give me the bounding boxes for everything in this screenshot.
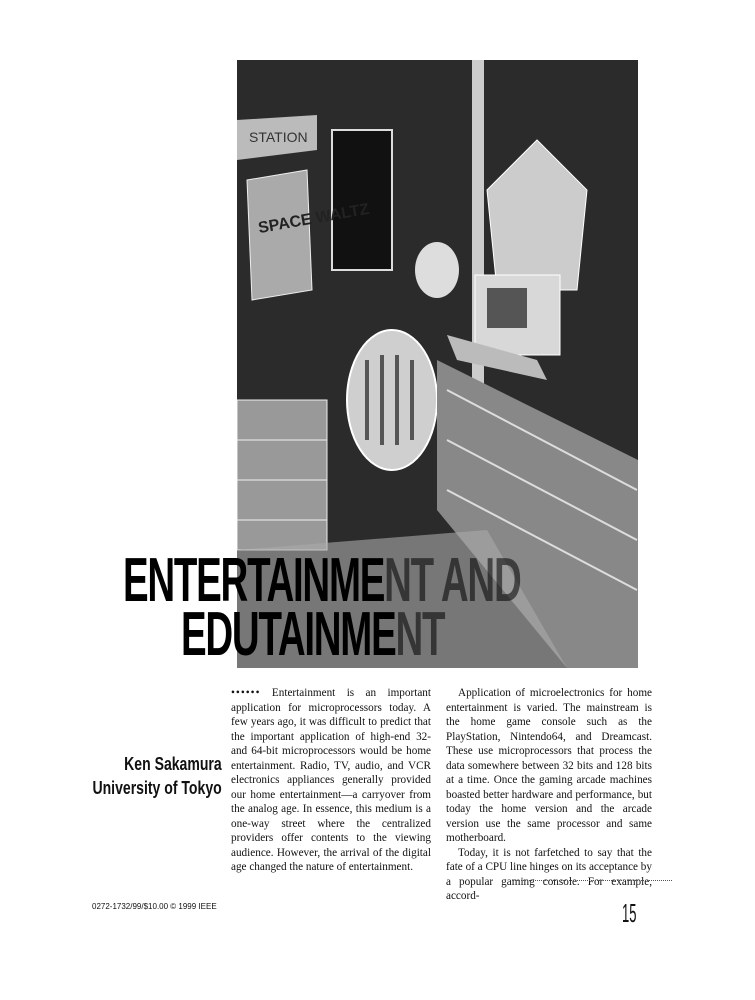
article-title-line2 bbox=[181, 600, 445, 669]
copyright-footer: 0272-1732/99/$10.00 © 1999 IEEE bbox=[92, 902, 217, 911]
paragraph-text: Entertainment is an important application for microprocessors today. A few years ago, it was difficult to predict that the important application of high-end 32- and 64-bit microprocessors would be home entertainment. Radio, TV, audio, and VCR electronics appliances generally provided our home entertainment—a carryover from the analog age. In essence, this medium is a one-way street where the centralized providers offer contents to the viewing audience. However, the arrival of the digital age changed the nature of entertainment. bbox=[231, 687, 431, 873]
title-text-faded: NT bbox=[395, 600, 445, 669]
title-text-faded: NT AND bbox=[384, 546, 521, 615]
paragraph bbox=[231, 686, 431, 875]
page-number: 15 bbox=[622, 898, 637, 928]
author-affiliation: University of Tokyo bbox=[92, 778, 222, 798]
sign-text: STATION bbox=[249, 129, 308, 145]
title-text: EDUTAINME bbox=[181, 600, 396, 669]
paragraph: Today, it is not farfetched to say that the fate of a CPU line hinges on its acceptance by a popular gaming console. For example, accord- bbox=[446, 846, 652, 902]
body-column-2 bbox=[446, 686, 652, 904]
dotted-rule bbox=[512, 880, 672, 881]
paragraph: Application of microelectronics for home entertainment is varied. The mainstream is the home game console such as the PlayStation, Nintendo64, and Dreamcast. These use microprocessors that process the data somewhere between 32 bits and 128 bits at a time. Once the gaming arcade machines boasted better hardware and performance, but today the home version and the arcade version use the same processor and same motherboard. bbox=[446, 687, 652, 844]
author-block bbox=[93, 752, 222, 800]
poster-text: SPACE WALTZ bbox=[257, 200, 371, 238]
article-title-line1 bbox=[123, 546, 521, 615]
author-name: Ken Sakamura bbox=[124, 754, 222, 774]
body-column-1 bbox=[231, 686, 431, 875]
lead-dots: •••••• bbox=[231, 687, 261, 699]
title-text: ENTERTAINME bbox=[123, 546, 385, 615]
